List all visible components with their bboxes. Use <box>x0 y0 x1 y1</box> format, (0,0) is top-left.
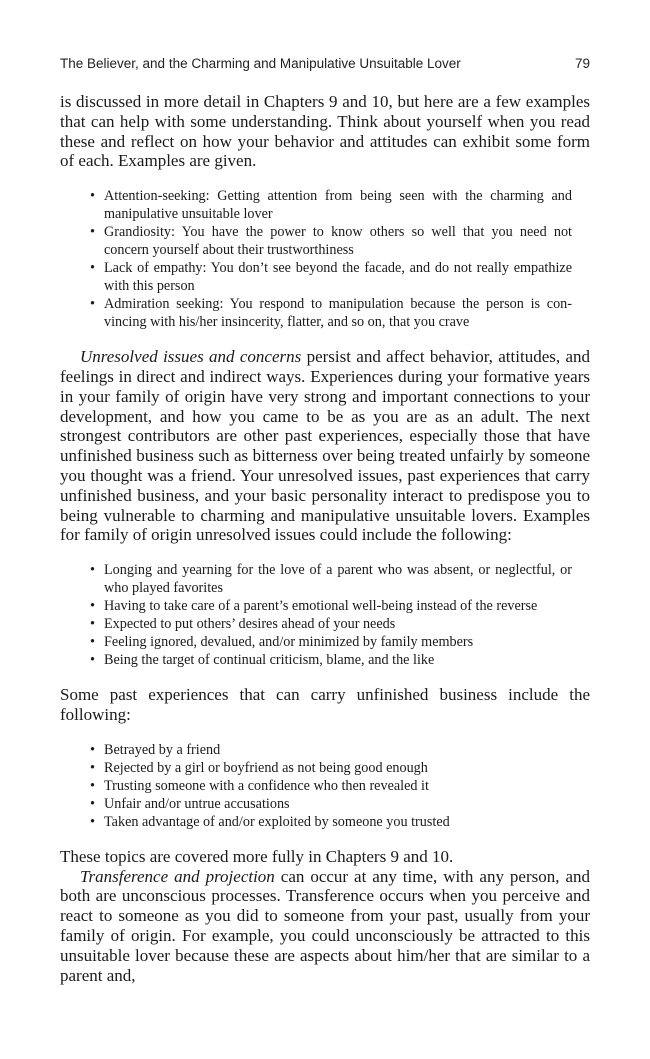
list-item-text: Betrayed by a friend <box>104 741 221 758</box>
list-item-text: Trusting someone with a confidence who then revealed it <box>104 777 429 794</box>
bullet-icon: • <box>90 598 95 615</box>
bullet-icon: • <box>90 224 95 241</box>
list-item-text: Longing and yearning for the love of a parent who was absent, or neglectful, or who played favorites <box>104 562 572 597</box>
bullet-icon: • <box>90 813 95 830</box>
list-item <box>78 651 572 669</box>
list-item-text: Grandiosity: You have the power to know others so well that you need not concern yourself about their trustworthiness <box>104 224 572 259</box>
list-item <box>78 295 572 331</box>
paragraph-unresolved-issues <box>60 347 590 545</box>
paragraph-topics-covered: These topics are covered more fully in Chapters 9 and 10. <box>60 846 454 866</box>
paragraph-past-experiences: Some past experiences that can carry unfinished business include the following: <box>60 685 590 724</box>
italic-term: Transference and projection <box>80 866 275 886</box>
list-item-text: Attention-seeking: Getting attention from being seen with the charming and manipulative unsuitable lover <box>104 188 572 223</box>
bullet-icon: • <box>90 652 95 669</box>
list-item-text: Admiration seeking: You respond to manipulation because the person is con-vincing with his/her insincerity, flatter, and so on, that you crave <box>104 296 572 331</box>
bullet-list-narcissistic-examples <box>60 187 590 331</box>
list-item-text: Having to take care of a parent’s emotional well-being instead of the reverse <box>104 598 538 615</box>
chapter-title-header: The Believer, and the Charming and Manipulative Unsuitable Lover <box>60 56 461 71</box>
list-item-text: Being the target of continual criticism, blame, and the like <box>104 652 435 669</box>
list-item <box>78 777 572 795</box>
list-item <box>78 615 572 633</box>
paragraph-text: can occur at any time, with any person, and both are unconscious processes. Transference occurs when you perceive and react to someone as you did to someone from your past, usually from your family of origin. For example, you could unconsciously be attracted to this unsuitable lover because these are aspects about him/her that are similar to a parent and, <box>60 866 590 985</box>
list-item <box>78 759 572 777</box>
bullet-icon: • <box>90 777 95 794</box>
bullet-icon: • <box>90 260 95 277</box>
list-item-text: Rejected by a girl or boyfriend as not being good enough <box>104 759 428 776</box>
bullet-list-past-experiences <box>60 741 590 831</box>
list-item <box>78 741 572 759</box>
running-header <box>60 56 590 76</box>
list-item-text: Lack of empathy: You don’t see beyond the facade, and do not really empathize with this person <box>104 260 572 295</box>
bullet-icon: • <box>90 634 95 651</box>
paragraph-text: persist and affect behavior, attitudes, and feelings in direct and indirect ways. Experiences during your formative years in your family of origin have very strong and important connections to your development, and how you came to be as you are as an adult. The next strongest contributors are other past experiences, especially those that have unfinished business such as bitterness over being treated unfairly by someone you thought was a friend. Your unresolved issues, past experiences that carry unfinished business, and your basic personality interact to predispose you to being vulnerable to charming and manipulative unsuitable lovers. Examples for family of origin unresolved issues could include the following: <box>60 347 590 545</box>
bullet-icon: • <box>90 759 95 776</box>
bullet-icon: • <box>90 562 95 579</box>
bullet-icon: • <box>90 741 95 758</box>
list-item-text: Unfair and/or untrue accusations <box>104 795 290 812</box>
paragraph-transference <box>60 867 590 986</box>
italic-term: Unresolved issues and concerns <box>80 347 302 367</box>
list-item <box>78 561 572 597</box>
bullet-icon: • <box>90 616 95 633</box>
page-number: 79 <box>574 56 590 71</box>
bullet-icon: • <box>90 795 95 812</box>
list-item <box>78 633 572 651</box>
list-item <box>78 223 572 259</box>
list-item <box>78 259 572 295</box>
bullet-list-family-of-origin <box>60 561 590 669</box>
list-item-text: Feeling ignored, devalued, and/or minimized by family members <box>104 634 474 651</box>
bullet-icon: • <box>90 188 95 205</box>
list-item-text: Expected to put others’ desires ahead of your needs <box>104 616 396 633</box>
paragraph-intro: is discussed in more detail in Chapters 9 and 10, but here are a few examples that can help with some understanding. Think about yourself when you read these and reflect on how your behavior and attitudes can exhibit some form of each. Examples are given. <box>60 92 590 171</box>
list-item <box>78 813 572 831</box>
page-body <box>60 92 590 985</box>
list-item <box>78 795 572 813</box>
list-item <box>78 187 572 223</box>
list-item <box>78 597 572 615</box>
list-item-text: Taken advantage of and/or exploited by someone you trusted <box>104 813 450 830</box>
bullet-icon: • <box>90 296 95 313</box>
